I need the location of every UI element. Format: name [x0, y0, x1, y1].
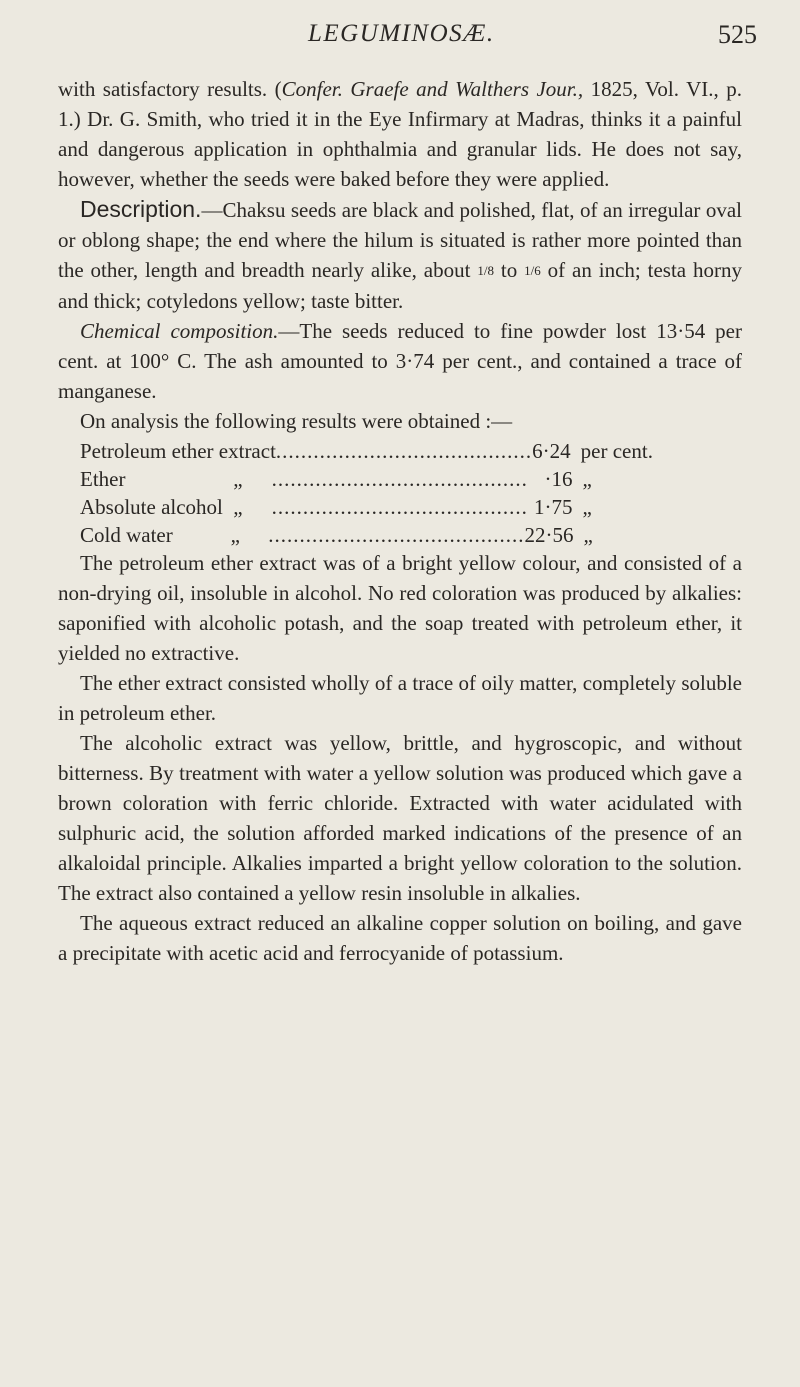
row-label: Cold water [80, 523, 173, 547]
page-body [58, 74, 742, 968]
row-label: Petroleum ether extract [80, 439, 276, 463]
fraction: 1/8 [477, 263, 494, 278]
ether-paragraph: The ether extract consisted wholly of a trace of oily matter, completely soluble in petroleum ether. [58, 671, 742, 725]
ditto-mark: „ [233, 495, 243, 519]
page-header [0, 12, 800, 52]
paragraph-text: to [493, 258, 525, 282]
row-value: 6·24 [532, 439, 571, 463]
paragraph-text: 1825, Vol. VI., p. 1.) Dr. G. Smith, who tried it in the Eye Infirmary at Madras, thinks it a painful and dangerous application in ophthalmia and granular lids. He does not say, however, whether the seeds were baked before they were applied. [58, 77, 742, 191]
description-heading: Description. [80, 196, 202, 222]
row-unit: per cent. [580, 439, 653, 463]
leader-dots: ......................................... [275, 439, 533, 463]
leader-dots: ......................................... [268, 523, 525, 547]
page-number: 525 [718, 20, 757, 49]
paragraph-text: of an inch; testa horny and thick; cotyledons yellow; taste bitter. [58, 258, 743, 313]
description-paragraph [58, 194, 742, 316]
chemical-composition-paragraph [58, 316, 742, 406]
table-row [80, 492, 640, 520]
chemical-heading: Chemical composition. [80, 319, 279, 343]
row-unit: „ [582, 495, 592, 519]
alcoholic-paragraph: The alcoholic extract was yellow, brittle, and hygroscopic, and without bitterness. By treatment with water a yellow solution was produced which gave a brown coloration with ferric chloride. Extracted with water acidulated with sulphuric acid, the solution afforded marked indications of the presence of an alkaloidal principle. Alkalies imparted a bright yellow coloration to the solution. The extract also contained a yellow resin insoluble in alkalies. [58, 731, 742, 905]
analysis-table [80, 436, 653, 548]
row-unit: „ [583, 523, 593, 547]
running-title: LEGUMINOSÆ. [308, 20, 495, 47]
row-label: Ether [80, 467, 126, 491]
petroleum-ether-paragraph: The petroleum ether extract was of a bright yellow colour, and consisted of a non-drying oil, insoluble in alcohol. No red coloration was produced by alkalies: saponified with alcoholic potash, and the soap treated with petroleum ether, it yielded no extractive. [58, 551, 742, 665]
aqueous-paragraph: The aqueous extract reduced an alkaline copper solution on boiling, and gave a precipitate with acetic acid and ferrocyanide of potassium. [58, 911, 742, 965]
table-row [80, 464, 640, 492]
row-value: 1·75 [534, 495, 573, 519]
paragraph-text: —Chaksu seeds are black and polished, flat, of an irregular oval or oblong shape; the end where the hilum is situated is rather more pointed than the other, length and breadth nearly alike, about [58, 198, 742, 282]
row-unit: „ [582, 467, 592, 491]
row-value: ·16 [544, 467, 573, 491]
analysis-intro: On analysis the following results were obtained :— [80, 409, 513, 433]
paragraph-text: —The seeds reduced to fine powder lost 13·54 per cent. at 100° C. The ash amounted to 3·74 per cent., and contained a trace of manganese. [58, 319, 742, 403]
leader-dots: ......................................... [271, 467, 528, 491]
paragraph-text: with satisfactory results. ( [58, 77, 282, 101]
ditto-mark: „ [233, 467, 243, 491]
table-row [80, 520, 640, 548]
table-row [80, 436, 653, 464]
fraction: 1/6 [524, 263, 541, 278]
row-value: 22·56 [524, 523, 574, 547]
row-label: Absolute alcohol [80, 495, 223, 519]
ditto-mark: „ [230, 523, 240, 547]
citation: Confer. Graefe and Walthers Jour., [281, 77, 584, 101]
leader-dots: ......................................... [271, 495, 528, 519]
paragraph-continuation [58, 74, 742, 194]
